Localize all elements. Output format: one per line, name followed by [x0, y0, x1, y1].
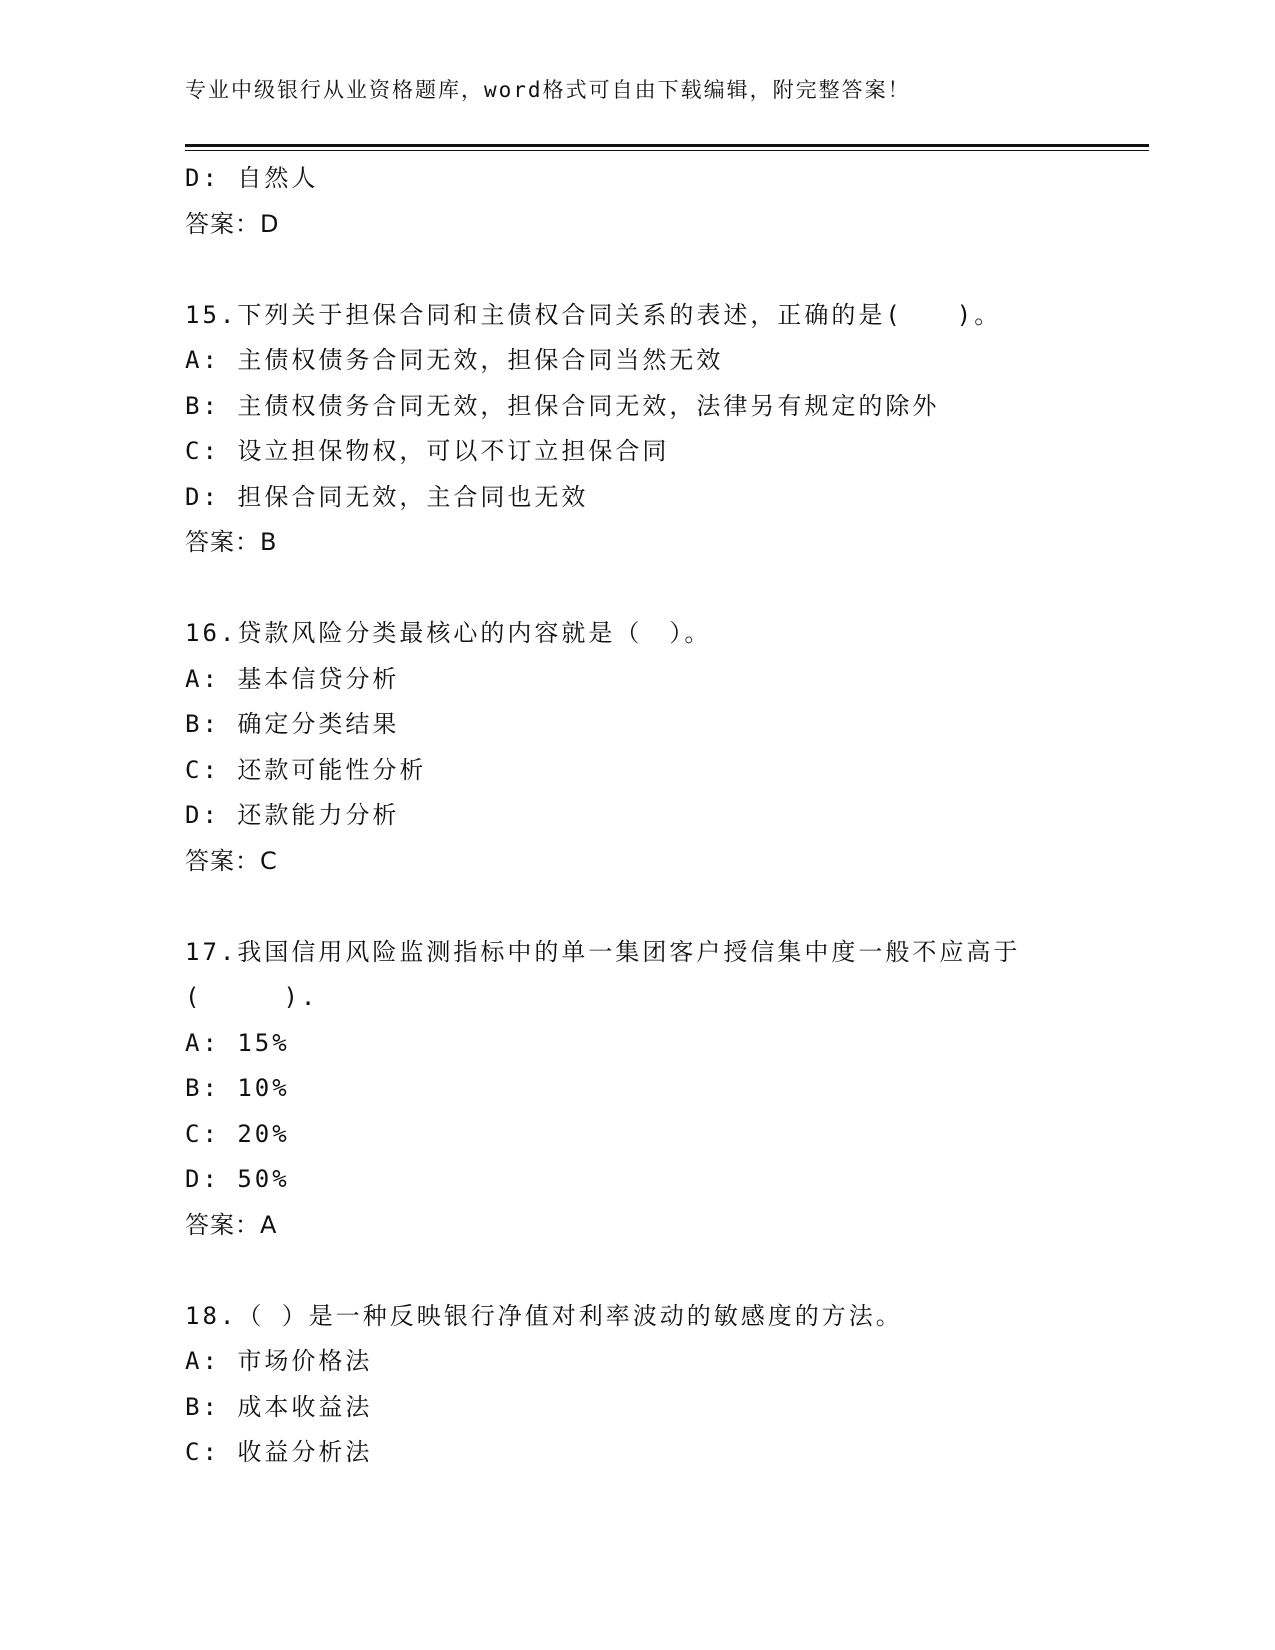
answer: 答案：A	[185, 1210, 278, 1239]
prev-option-d: D: 自然人	[185, 164, 319, 192]
page-header: 专业中级银行从业资格题库，word格式可自由下载编辑，附完整答案！	[185, 78, 911, 102]
question-17	[185, 930, 1149, 1249]
prev-answer: 答案：D	[185, 209, 280, 238]
option-d: D: 还款能力分析	[185, 801, 400, 829]
option-b: B: 确定分类结果	[185, 710, 400, 738]
spacer	[185, 884, 1149, 930]
option-b: B: 10%	[185, 1074, 290, 1102]
question-18	[185, 1294, 1149, 1476]
option-d: D: 担保合同无效，主合同也无效	[185, 482, 589, 511]
option-c: C: 还款可能性分析	[185, 755, 427, 784]
answer: 答案：C	[185, 846, 278, 875]
option-c: C: 收益分析法	[185, 1438, 373, 1466]
question-16	[185, 611, 1149, 884]
document-body	[185, 156, 1149, 1476]
option-b: B: 成本收益法	[185, 1392, 373, 1421]
spacer	[185, 566, 1149, 612]
option-c: C: 20%	[185, 1119, 290, 1148]
header-rule-thick	[185, 144, 1149, 147]
option-c: C: 设立担保物权，可以不订立担保合同	[185, 437, 670, 465]
option-a: A: 主债权债务合同无效，担保合同当然无效	[185, 346, 724, 374]
option-b: B: 主债权债务合同无效，担保合同无效，法律另有规定的除外	[185, 391, 940, 420]
question-stem: 17.我国信用风险监测指标中的单一集团客户授信集中度一般不应高于	[185, 937, 1021, 966]
option-a: A: 市场价格法	[185, 1347, 373, 1375]
option-a: A: 基本信贷分析	[185, 664, 400, 693]
answer: 答案：B	[185, 528, 278, 556]
spacer	[185, 247, 1149, 293]
option-a: A: 15%	[185, 1028, 290, 1057]
question-stem: 18.（ ）是一种反映银行净值对利率波动的敏感度的方法。	[185, 1301, 903, 1330]
question-15	[185, 293, 1149, 566]
question-stem: 15.下列关于担保合同和主债权合同关系的表述，正确的是( )。	[185, 300, 1002, 329]
question-stem-continued: ( ).	[185, 983, 319, 1011]
option-d: D: 50%	[185, 1165, 290, 1193]
spacer	[185, 1248, 1149, 1294]
header-rule-thin	[185, 150, 1149, 151]
question-stem: 16.贷款风险分类最核心的内容就是（ ）。	[185, 619, 712, 647]
